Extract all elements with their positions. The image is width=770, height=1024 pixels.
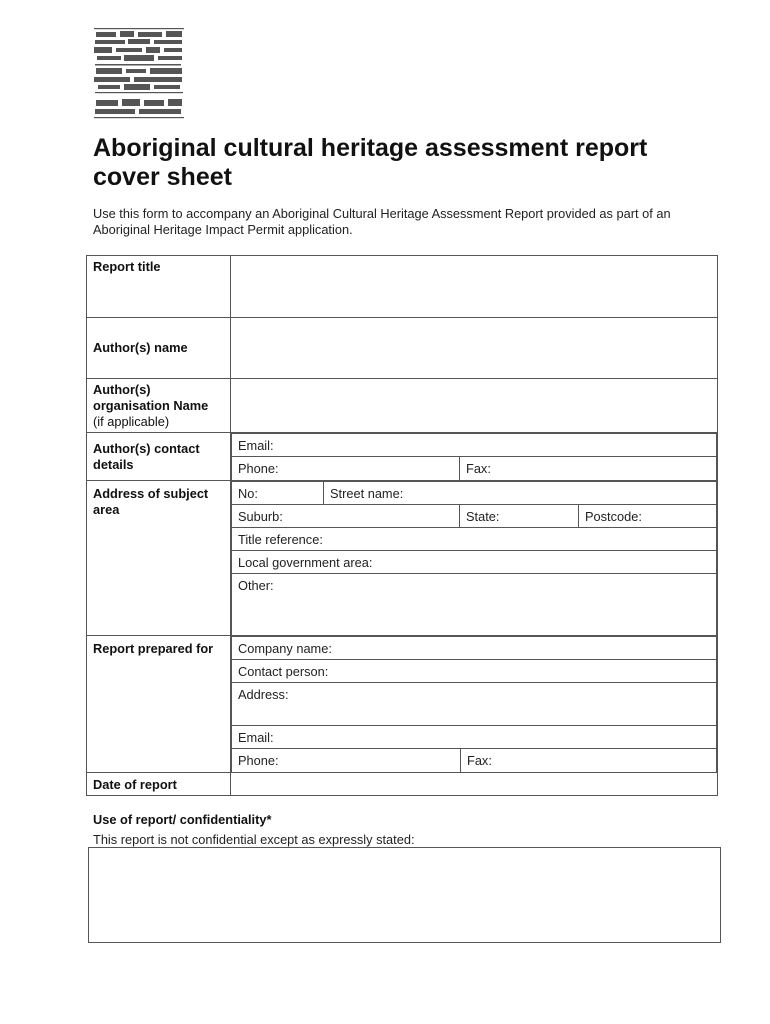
address-other-field[interactable]: Other:	[232, 573, 717, 635]
report-title-field[interactable]	[231, 256, 718, 318]
report-title-label: Report title	[87, 256, 231, 318]
address-postcode-field[interactable]: Postcode:	[579, 504, 717, 527]
org-name-field[interactable]	[231, 379, 718, 433]
authors-name-field[interactable]	[231, 318, 718, 379]
confidentiality-heading: Use of report/ confidentiality*	[93, 812, 272, 827]
contact-phone-field[interactable]: Phone:	[232, 457, 460, 480]
contact-person-field[interactable]: Contact person:	[232, 660, 717, 683]
intro-text: Use this form to accompany an Aboriginal Cultural Heritage Assessment Report provided as part of an Aboriginal Heritage Impact Permit application.	[93, 206, 671, 237]
address-street-field[interactable]: Street name:	[324, 481, 717, 504]
org-name-label: Author(s) organisation Name (if applicable)	[87, 379, 231, 433]
prepared-for-label: Report prepared for	[87, 636, 231, 773]
confidentiality-field[interactable]	[88, 847, 721, 943]
contact-fax-field[interactable]: Fax:	[460, 457, 717, 480]
address-no-field[interactable]: No:	[232, 481, 324, 504]
company-name-field[interactable]: Company name:	[232, 637, 717, 660]
prepared-for-phone-field[interactable]: Phone:	[232, 749, 461, 772]
prepared-for-address-field[interactable]: Address:	[232, 683, 717, 726]
title-reference-field[interactable]: Title reference:	[232, 527, 717, 550]
contact-email-field[interactable]: Email:	[232, 434, 717, 457]
page-title: Aboriginal cultural heritage assessment report cover sheet	[93, 134, 648, 191]
prepared-for-email-field[interactable]: Email:	[232, 726, 717, 749]
address-label: Address of subject area	[87, 480, 231, 636]
cover-sheet-form	[86, 255, 718, 796]
date-field[interactable]	[231, 772, 718, 795]
lga-field[interactable]: Local government area:	[232, 550, 717, 573]
date-label: Date of report	[87, 772, 231, 795]
address-suburb-field[interactable]: Suburb:	[232, 504, 460, 527]
logo	[92, 26, 186, 120]
authors-name-label: Author(s) name	[87, 318, 231, 379]
address-state-field[interactable]: State:	[460, 504, 579, 527]
contact-label: Author(s) contact details	[87, 433, 231, 481]
prepared-for-fax-field[interactable]: Fax:	[461, 749, 717, 772]
confidentiality-text: This report is not confidential except as expressly stated:	[93, 832, 415, 847]
